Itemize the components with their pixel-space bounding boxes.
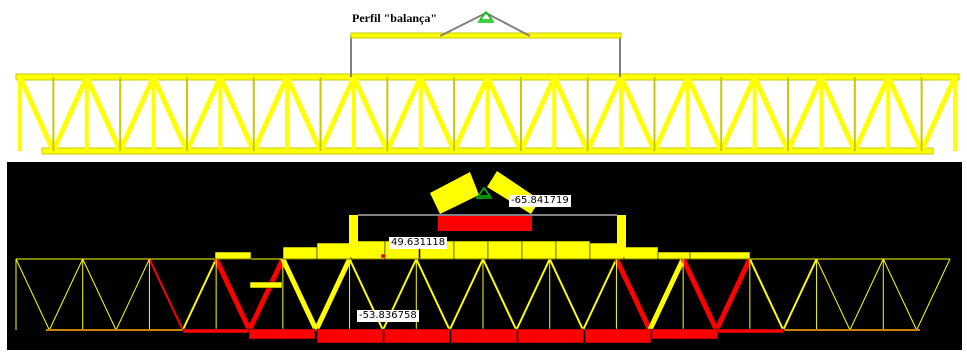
force-diagonal	[250, 259, 283, 330]
force-diagonal	[49, 259, 82, 330]
balance-beam	[351, 33, 621, 38]
compression-block	[215, 252, 251, 259]
force-diagonal	[717, 259, 750, 330]
diagonal	[488, 77, 521, 151]
compression-block	[317, 243, 351, 259]
profile-title: Perfil "balança"	[352, 11, 437, 25]
tension-block	[718, 329, 784, 333]
diagonal	[855, 77, 888, 151]
diagonal	[654, 77, 687, 151]
compression-block	[522, 241, 556, 259]
tension-block	[585, 329, 651, 343]
diagonal	[254, 77, 287, 151]
force-diagonal	[116, 259, 149, 330]
force-label-bottom: -53.836758	[359, 310, 417, 321]
force-diagonal	[216, 259, 249, 330]
force-diagonal	[683, 259, 716, 330]
balance-arm-force-right	[487, 171, 540, 214]
compression-block	[488, 241, 522, 259]
force-diagonal	[650, 259, 683, 330]
compression-block	[658, 252, 690, 259]
diagonal	[721, 77, 754, 151]
compression-block	[624, 247, 658, 259]
force-diagonal	[850, 259, 883, 330]
diagonal	[53, 77, 86, 151]
tension-block	[518, 329, 584, 343]
force-diagonal	[516, 259, 549, 330]
diagonal	[521, 77, 554, 151]
compression-block	[690, 252, 750, 259]
tension-block	[384, 329, 450, 343]
force-diagonal	[450, 259, 483, 330]
tension-block	[317, 329, 383, 343]
diagonal	[120, 77, 153, 151]
balance-arm-force-left	[430, 172, 479, 214]
force-diagonal	[183, 259, 216, 330]
diagonal	[220, 77, 253, 151]
diagonal	[688, 77, 721, 151]
force-diagonal	[316, 259, 349, 330]
force-diagonal	[917, 259, 950, 330]
hanger-force-left	[349, 215, 358, 257]
force-diagonal	[149, 259, 182, 330]
diagonal	[788, 77, 821, 151]
force-diagonal	[883, 259, 916, 330]
force-diagonal	[483, 259, 516, 330]
diagonal	[454, 77, 487, 151]
diagonal	[20, 77, 53, 151]
diagonal	[321, 77, 354, 151]
diagonal	[187, 77, 220, 151]
compression-block	[556, 241, 590, 259]
compression-block	[250, 282, 282, 288]
force-diagonal	[817, 259, 850, 330]
hanger-force-right	[617, 215, 626, 257]
tension-block	[652, 329, 718, 339]
diagonal	[755, 77, 788, 151]
force-diagonal	[83, 259, 116, 330]
truss-force-diagram	[16, 171, 950, 343]
compression-block	[454, 241, 488, 259]
diagonal	[354, 77, 387, 151]
diagonal	[554, 77, 587, 151]
diagonal	[421, 77, 454, 151]
force-diagonal	[550, 259, 583, 330]
truss-geometry	[16, 12, 959, 154]
force-diagonal	[583, 259, 616, 330]
force-label-top: -65.841719	[511, 195, 569, 206]
force-diagonal	[750, 259, 783, 330]
diagonal	[621, 77, 654, 151]
diagonal	[888, 77, 921, 151]
diagonal	[821, 77, 854, 151]
force-diagonal	[783, 259, 816, 330]
force-diagonal	[16, 259, 49, 330]
diagonal	[922, 77, 955, 151]
compression-block	[283, 247, 317, 259]
force-diagonal	[616, 259, 649, 330]
diagonal	[154, 77, 187, 151]
tension-block	[183, 329, 249, 333]
diagonal	[87, 77, 120, 151]
force-label-chord: 49.631118	[391, 237, 446, 248]
diagonal	[387, 77, 420, 151]
diagonal	[287, 77, 320, 151]
marker-point	[381, 254, 385, 258]
tension-block	[451, 329, 517, 343]
tension-block	[249, 329, 315, 339]
force-diagonal	[283, 259, 316, 330]
diagonal	[588, 77, 621, 151]
pin-support-icon	[476, 188, 492, 198]
balance-beam-force	[438, 216, 532, 231]
force-diagonal	[416, 259, 449, 330]
